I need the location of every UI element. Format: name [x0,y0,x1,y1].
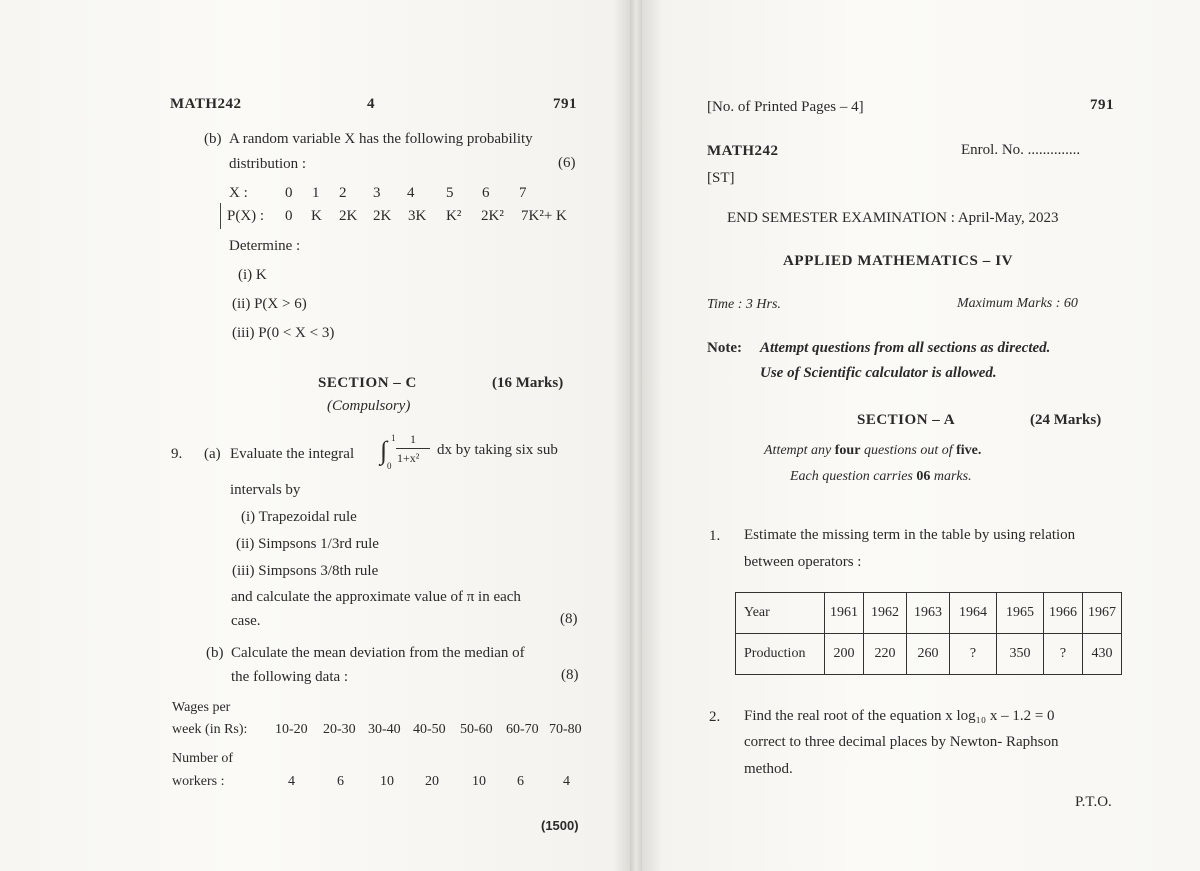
x-value: 6 [482,185,490,201]
fraction-bar [396,448,430,449]
q2-line1: Find the real root of the equation x log₁₀ x – 1.2 = 0 [744,708,1055,724]
p-value: 2K [373,208,392,224]
q8b-marks: (6) [558,155,576,171]
q2-number: 2. [709,709,721,725]
instruction1-part-a: Attempt any [764,443,832,458]
q8b-part-i: (i) K [238,267,267,283]
exam-title: END SEMESTER EXAMINATION : April-May, 2023 [727,210,1059,226]
left-footer-code: (1500) [541,818,579,833]
table-row-year [736,593,1122,634]
integral-upper-limit: 1 [391,433,396,443]
rule-simpsons-13: (ii) Simpsons 1/3rd rule [236,536,379,552]
year-cell: 1965 [997,593,1044,634]
right-course-code: MATH242 [707,143,779,159]
year-cell: 1961 [825,593,864,634]
instruction2-part-c: marks. [933,469,972,484]
q9a-text-after: dx by taking six sub [437,442,558,458]
workers-label-2: workers : [172,774,225,789]
integral-lower-limit: 0 [387,461,392,471]
worker-count: 6 [517,774,524,789]
rule-simpsons-38: (iii) Simpsons 3/8th rule [232,563,379,579]
table-row-production [736,634,1122,675]
instruction1-four: four [834,443,861,458]
st-tag: [ST] [707,170,735,186]
integral-sign: ∫ [380,436,388,465]
x-label: X : [229,185,248,201]
p-value: 7K²+ K [521,208,567,224]
production-cell: 220 [864,634,907,675]
production-cell: 200 [825,634,864,675]
max-marks: Maximum Marks : 60 [957,296,1078,311]
x-value: 5 [446,185,454,201]
q9a-marks: (8) [560,611,578,627]
q9b-line2: the following data : [231,669,349,685]
p-value: 2K [339,208,358,224]
wage-range: 10-20 [275,722,308,737]
q9b-line1: Calculate the mean deviation from the median of [231,645,525,661]
p-value: 3K [408,208,427,224]
q1-number: 1. [709,528,721,544]
section-c-title: SECTION – C [318,375,417,391]
wage-range: 50-60 [460,722,493,737]
q2-line3: method. [744,761,793,777]
page-fold [630,0,642,871]
wage-range: 40-50 [413,722,446,737]
section-c-marks: (16 Marks) [492,375,564,391]
enrol-no: Enrol. No. .............. [961,142,1081,158]
year-cell: 1963 [907,593,950,634]
q9a-text-before: Evaluate the integral [230,446,355,462]
x-value: 7 [519,185,527,201]
x-value: 3 [373,185,381,201]
wage-range: 30-40 [368,722,401,737]
wage-range: 60-70 [506,722,539,737]
q8b-line1: A random variable X has the following probability [229,131,533,147]
q1-line1: Estimate the missing term in the table by using relation [744,527,1076,543]
worker-count: 6 [337,774,344,789]
year-cell: 1962 [864,593,907,634]
instruction1-part-c: questions out of [863,443,953,458]
worker-count: 4 [563,774,570,789]
p-value: K [311,208,322,224]
q8b-part-ii: (ii) P(X > 6) [232,296,307,312]
q9b-marks: (8) [561,667,579,683]
p-value: K² [446,208,462,224]
instruction-line2 [790,469,972,485]
year-cell: 1966 [1044,593,1083,634]
left-paper-code: 791 [553,96,577,112]
year-label-cell: Year [736,593,825,634]
wages-label-1: Wages per [172,700,231,715]
worker-count: 10 [472,774,486,789]
x-value: 2 [339,185,347,201]
q8b-label: (b) [204,131,222,147]
q9a-line3: and calculate the approximate value of π in each [231,589,521,605]
worker-count: 10 [380,774,394,789]
section-c-subtitle: (Compulsory) [327,398,411,414]
row-divider [220,203,221,229]
p-label: P(X) : [227,208,265,224]
x-value: 1 [312,185,320,201]
integral-numerator: 1 [410,432,416,446]
instruction2-part-a: Each question carries [790,469,913,484]
worker-count: 4 [288,774,295,789]
q9a-line2: intervals by [230,482,301,498]
left-course-code: MATH242 [170,96,242,112]
production-cell: ? [950,634,997,675]
production-cell: ? [1044,634,1083,675]
p-value: 2K² [481,208,504,224]
year-cell: 1964 [950,593,997,634]
note-label: Note: [707,340,742,356]
note-line1: Attempt questions from all sections as directed. [760,340,1051,356]
production-table [735,592,1122,675]
workers-label-1: Number of [172,751,234,766]
wages-label-2: week (in Rs): [172,722,248,737]
x-value: 0 [285,185,293,201]
exam-time: Time : 3 Hrs. [707,297,781,312]
right-paper-code: 791 [1090,97,1114,113]
rule-trapezoidal: (i) Trapezoidal rule [241,509,357,525]
q9a-line4: case. [231,613,261,629]
p-value: 0 [285,208,293,224]
q8b-line2: distribution : [229,156,307,172]
production-cell: 350 [997,634,1044,675]
instruction1-five: five. [956,443,982,458]
note-line2: Use of Scientific calculator is allowed. [760,365,997,381]
q8b-part-iii: (iii) P(0 < X < 3) [232,325,335,341]
q2-line2: correct to three decimal places by Newton- Raphson [744,734,1059,750]
q9-number: 9. [171,446,183,462]
year-cell: 1967 [1083,593,1122,634]
wage-range: 70-80 [549,722,582,737]
integral-denominator: 1+x² [397,451,420,465]
section-a-title: SECTION – A [857,412,956,428]
printed-pages: [No. of Printed Pages – 4] [707,99,864,115]
wage-range: 20-30 [323,722,356,737]
x-value: 4 [407,185,415,201]
instruction-line1 [764,443,981,459]
production-label-cell: Production [736,634,825,675]
instruction2-marks: 06 [916,469,931,484]
q9b-label: (b) [206,645,224,661]
determine-label: Determine : [229,238,301,254]
worker-count: 20 [425,774,439,789]
production-cell: 430 [1083,634,1122,675]
subject-title: APPLIED MATHEMATICS – IV [783,253,1014,269]
production-cell: 260 [907,634,950,675]
section-a-marks: (24 Marks) [1030,412,1102,428]
q9a-label: (a) [204,446,221,462]
left-page-number: 4 [367,96,375,112]
pto-label: P.T.O. [1075,794,1112,810]
q1-line2: between operators : [744,554,862,570]
